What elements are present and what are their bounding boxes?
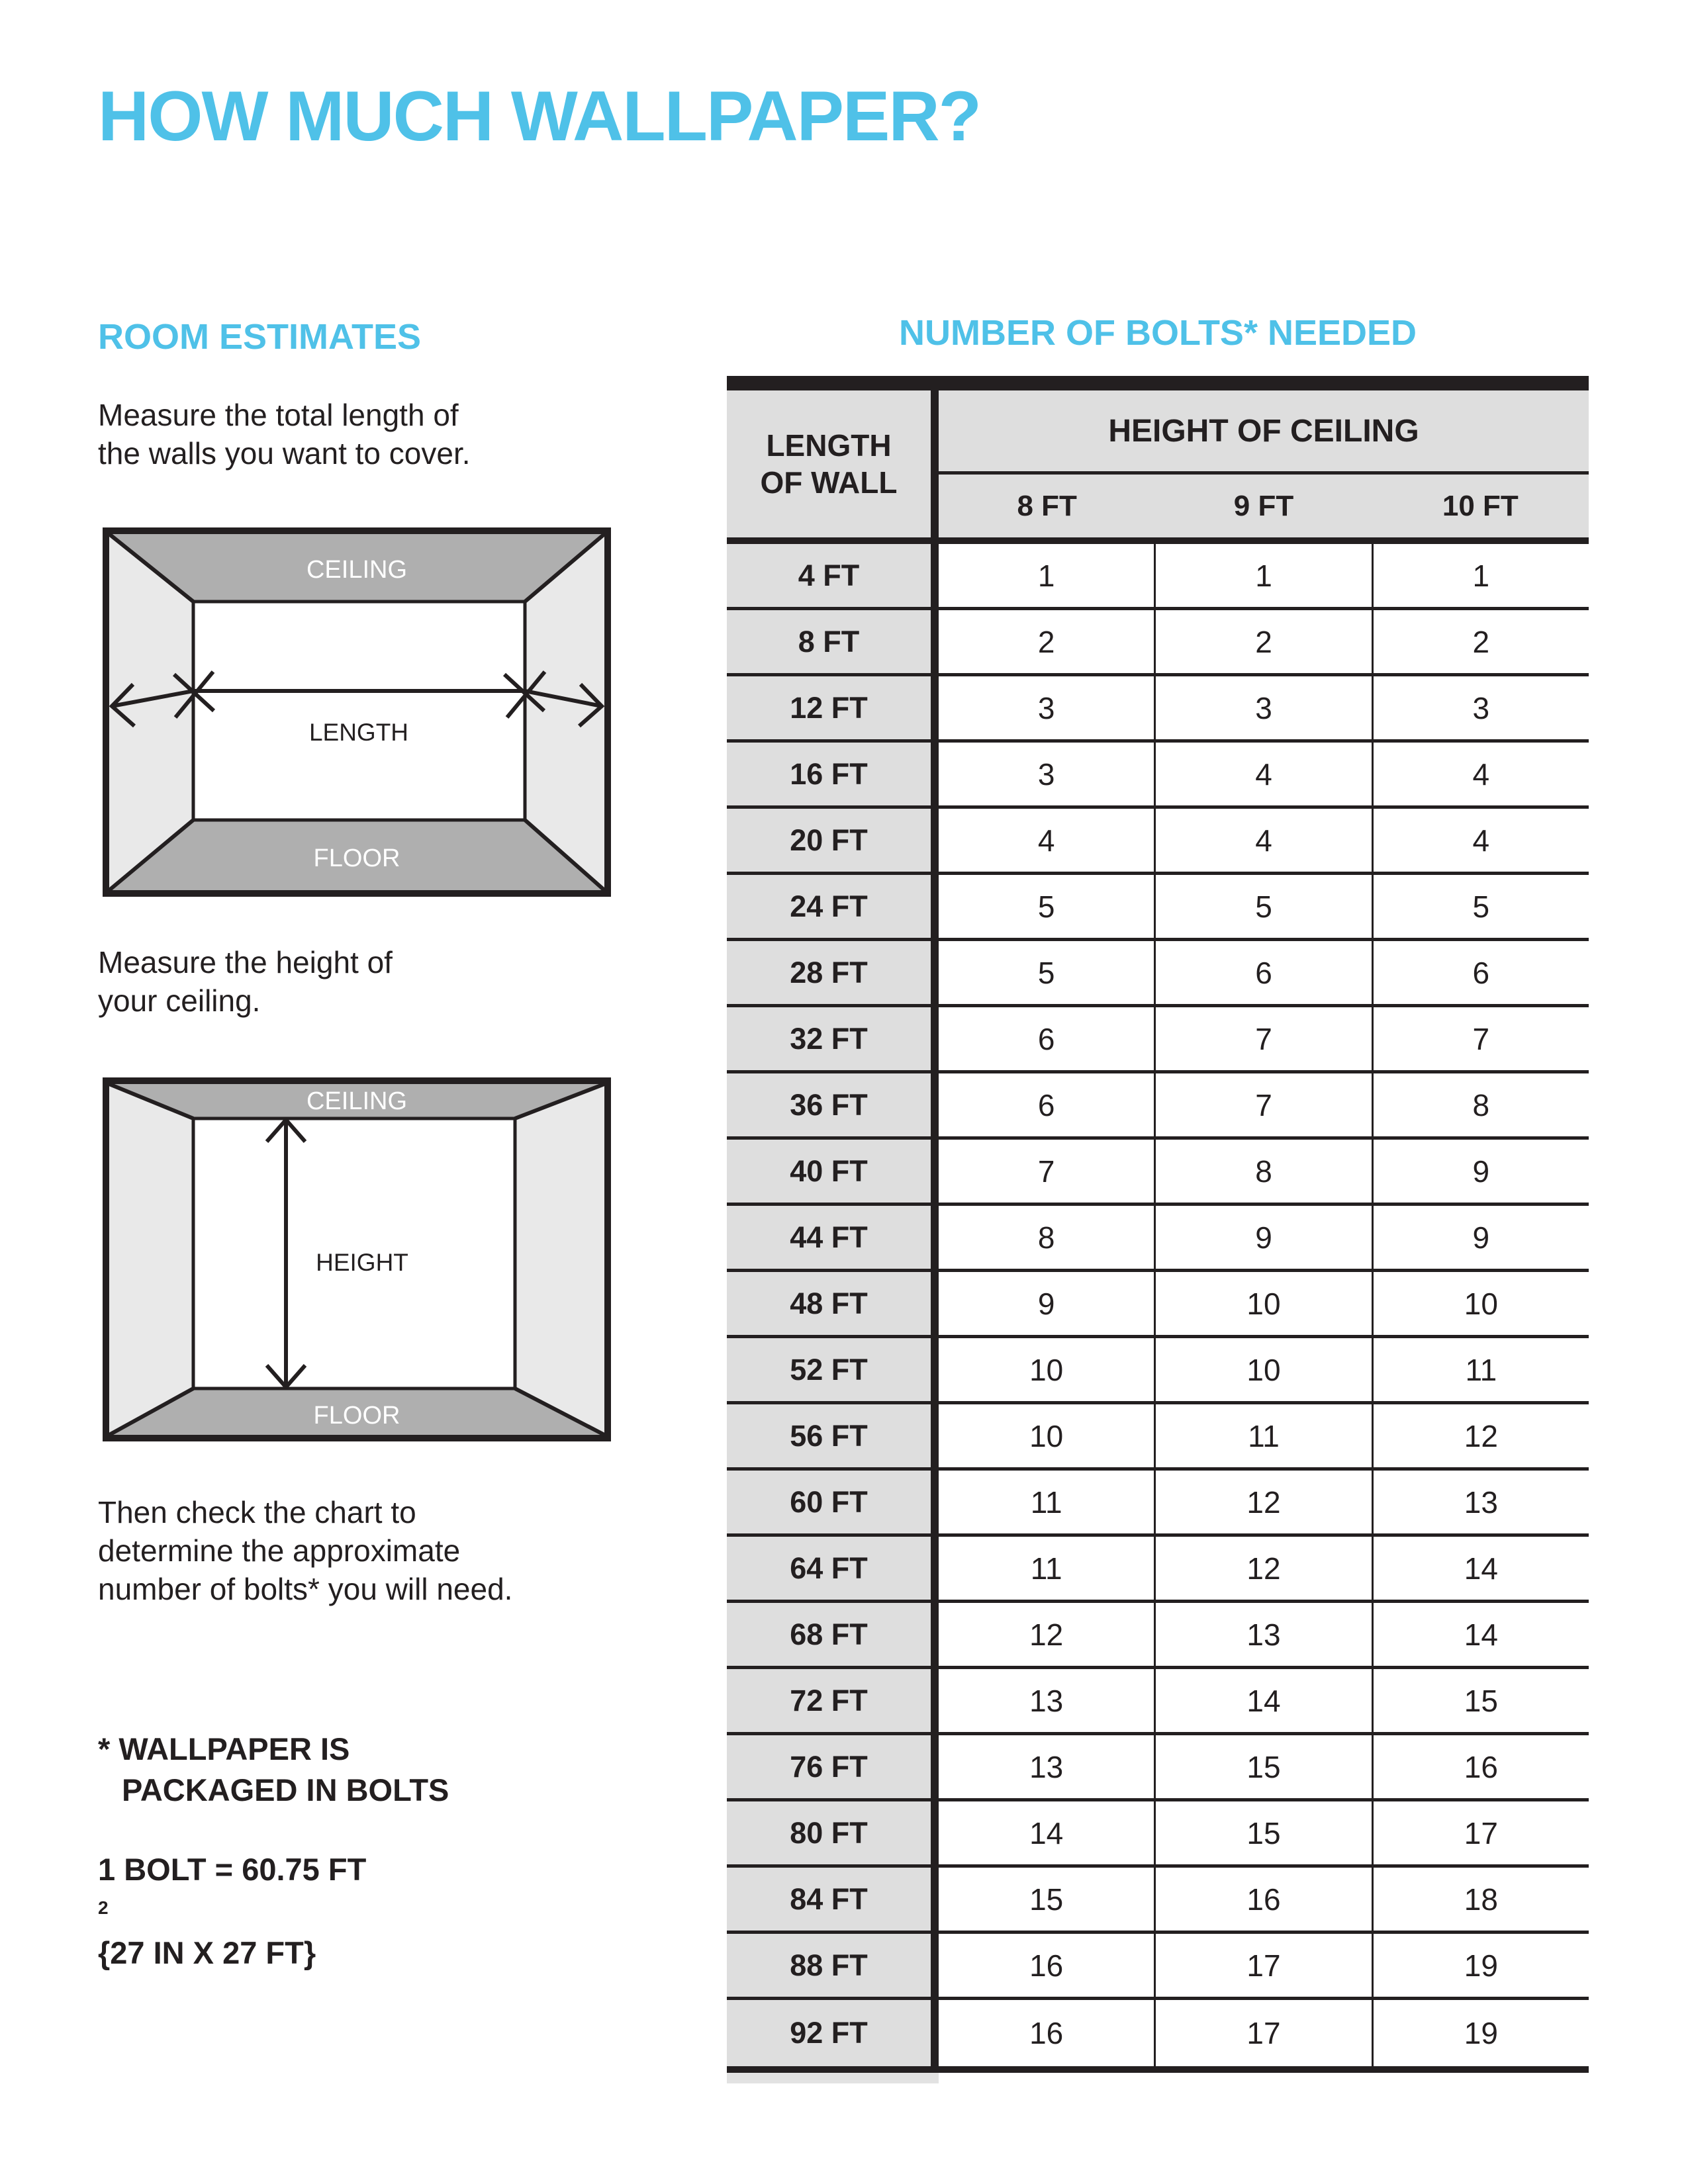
bolt-count-cell: 9	[1372, 1206, 1589, 1269]
table-row	[727, 1669, 1589, 1735]
bolt-count-cell: 3	[1372, 676, 1589, 739]
bolt-formula	[98, 1850, 366, 1934]
instruction-line: Measure the height of	[98, 945, 393, 979]
bolt-count-cell: 11	[1372, 1338, 1589, 1401]
bolt-count-cell: 4	[1372, 743, 1589, 805]
row-label: 36 FT	[727, 1073, 939, 1136]
bolt-size-definition	[98, 1850, 366, 1972]
bolt-count-cell: 8	[1372, 1073, 1589, 1136]
bolt-count-cell: 7	[939, 1140, 1154, 1203]
table-row	[727, 1073, 1589, 1140]
row-label: 84 FT	[727, 1868, 939, 1931]
right-wall-surface	[515, 1084, 604, 1435]
bolt-count-cell: 6	[939, 1073, 1154, 1136]
instruction-line: determine the approximate	[98, 1533, 461, 1568]
table-header	[727, 390, 1589, 544]
row-label: 52 FT	[727, 1338, 939, 1401]
bolt-count-cell: 19	[1372, 1934, 1589, 1997]
bolt-count-cell: 16	[939, 2000, 1154, 2066]
ceiling-label: CEILING	[306, 556, 408, 584]
row-label: 4 FT	[727, 544, 939, 607]
bolt-count-cell: 7	[1372, 1007, 1589, 1070]
bolt-count-cell: 7	[1154, 1007, 1371, 1070]
row-label: 64 FT	[727, 1537, 939, 1600]
bolt-count-cell: 5	[1154, 875, 1371, 938]
table-row	[727, 1404, 1589, 1471]
bolt-count-cell: 12	[939, 1603, 1154, 1666]
table-bottom-tab	[727, 2073, 939, 2083]
floor-label: FLOOR	[313, 1402, 400, 1430]
row-label: 60 FT	[727, 1471, 939, 1533]
instruction-line: your ceiling.	[98, 983, 261, 1018]
bolt-count-cell: 4	[1154, 743, 1371, 805]
bolt-count-cell: 12	[1372, 1404, 1589, 1467]
bolt-count-cell: 1	[1154, 544, 1371, 607]
row-label: 56 FT	[727, 1404, 939, 1467]
bolt-count-cell: 1	[1372, 544, 1589, 607]
bolt-count-cell: 16	[1372, 1735, 1589, 1798]
bolt-count-cell: 10	[1372, 1272, 1589, 1335]
bolt-count-cell: 8	[939, 1206, 1154, 1269]
row-label: 24 FT	[727, 875, 939, 938]
row-label: 92 FT	[727, 2000, 939, 2066]
row-label: 68 FT	[727, 1603, 939, 1666]
instruction-line: the walls you want to cover.	[98, 436, 471, 471]
height-of-ceiling-header: HEIGHT OF CEILING	[939, 390, 1589, 475]
bolts-table	[727, 376, 1589, 2083]
bolt-count-cell: 10	[1154, 1338, 1371, 1401]
table-row	[727, 1801, 1589, 1868]
column-header-8ft: 8 FT	[1017, 489, 1077, 522]
column-headers	[939, 475, 1589, 537]
row-label: 8 FT	[727, 610, 939, 673]
back-wall-surface	[193, 602, 525, 820]
bolt-count-cell: 15	[1154, 1735, 1371, 1798]
instruction-line: Measure the total length of	[98, 398, 459, 432]
table-row	[727, 941, 1589, 1007]
bolt-count-cell: 13	[1154, 1603, 1371, 1666]
row-label: 72 FT	[727, 1669, 939, 1732]
bolt-count-cell: 11	[939, 1537, 1154, 1600]
bolt-count-cell: 2	[1154, 610, 1371, 673]
header-line: OF WALL	[760, 465, 898, 500]
row-label: 20 FT	[727, 809, 939, 872]
bolt-count-cell: 17	[1154, 1934, 1371, 1997]
table-row	[727, 809, 1589, 875]
table-bottom-bar	[727, 2066, 1589, 2073]
bolt-count-cell: 2	[939, 610, 1154, 673]
table-row	[727, 1140, 1589, 1206]
table-top-bar	[727, 376, 1589, 390]
row-label: 76 FT	[727, 1735, 939, 1798]
table-row	[727, 743, 1589, 809]
instruction-line: number of bolts* you will need.	[98, 1572, 513, 1606]
bolt-count-cell: 10	[939, 1338, 1154, 1401]
table-row	[727, 1934, 1589, 2000]
instruction-measure-length	[98, 396, 471, 473]
bolt-count-cell: 8	[1154, 1140, 1371, 1203]
bolt-count-cell: 17	[1372, 1801, 1589, 1864]
bolt-count-cell: 7	[1154, 1073, 1371, 1136]
instruction-measure-height	[98, 943, 393, 1020]
table-row	[727, 544, 1589, 610]
footnote-line: PACKAGED IN BOLTS	[122, 1772, 449, 1807]
table-row	[727, 875, 1589, 941]
table-row	[727, 1338, 1589, 1404]
bolt-count-cell: 4	[1154, 809, 1371, 872]
table-row	[727, 610, 1589, 676]
bolt-count-cell: 16	[939, 1934, 1154, 1997]
table-row	[727, 1471, 1589, 1537]
table-heading: NUMBER OF BOLTS* NEEDED	[898, 313, 1417, 353]
bolt-count-cell: 10	[939, 1404, 1154, 1467]
bolt-count-cell: 3	[939, 743, 1154, 805]
bolt-count-cell: 12	[1154, 1537, 1371, 1600]
bolt-count-cell: 5	[1372, 875, 1589, 938]
room-length-diagram	[103, 527, 611, 897]
bolt-dimensions: {27 IN X 27 FT}	[98, 1934, 316, 1970]
height-measure-label: HEIGHT	[316, 1249, 408, 1276]
footnote-line: * WALLPAPER IS	[98, 1731, 350, 1766]
page-title: HOW MUCH WALLPAPER?	[98, 76, 981, 156]
row-label: 80 FT	[727, 1801, 939, 1864]
bolt-count-cell: 13	[1372, 1471, 1589, 1533]
bolt-count-cell: 6	[939, 1007, 1154, 1070]
bolt-count-cell: 14	[1372, 1603, 1589, 1666]
instruction-check-chart	[98, 1493, 512, 1608]
bolt-count-cell: 11	[939, 1471, 1154, 1533]
bolt-count-cell: 15	[1372, 1669, 1589, 1732]
bolt-formula-exponent: 2	[98, 1897, 109, 1918]
row-label: 16 FT	[727, 743, 939, 805]
table-row	[727, 1735, 1589, 1801]
column-header-9ft: 9 FT	[1233, 489, 1294, 522]
table-row	[727, 676, 1589, 743]
bolt-count-cell: 3	[939, 676, 1154, 739]
table-row	[727, 1537, 1589, 1603]
section-heading-room-estimates: ROOM ESTIMATES	[98, 317, 422, 357]
bolt-count-cell: 9	[1372, 1140, 1589, 1203]
floor-label: FLOOR	[313, 844, 400, 872]
length-of-wall-header	[727, 390, 939, 537]
row-label: 48 FT	[727, 1272, 939, 1335]
row-label: 40 FT	[727, 1140, 939, 1203]
table-row	[727, 1206, 1589, 1272]
row-label: 44 FT	[727, 1206, 939, 1269]
bolt-count-cell: 15	[1154, 1801, 1371, 1864]
row-label: 32 FT	[727, 1007, 939, 1070]
bolt-count-cell: 13	[939, 1669, 1154, 1732]
column-header-10ft: 10 FT	[1442, 489, 1519, 522]
table-row	[727, 1007, 1589, 1073]
ceiling-label: CEILING	[306, 1087, 408, 1115]
bolt-count-cell: 14	[1154, 1669, 1371, 1732]
bolt-count-cell: 2	[1372, 610, 1589, 673]
bolts-footnote	[98, 1729, 449, 1811]
bolt-count-cell: 4	[939, 809, 1154, 872]
row-label: 88 FT	[727, 1934, 939, 1997]
bolt-count-cell: 3	[1154, 676, 1371, 739]
row-label: 28 FT	[727, 941, 939, 1004]
table-row	[727, 1272, 1589, 1338]
bolt-count-cell: 16	[1154, 1868, 1371, 1931]
bolt-formula-text: 1 BOLT = 60.75 FT	[98, 1852, 367, 1887]
bolt-count-cell: 14	[1372, 1537, 1589, 1600]
bolt-count-cell: 19	[1372, 2000, 1589, 2066]
length-measure-label: LENGTH	[308, 719, 409, 746]
bolt-count-cell: 15	[939, 1868, 1154, 1931]
bolt-count-cell: 9	[1154, 1206, 1371, 1269]
bolt-count-cell: 4	[1372, 809, 1589, 872]
bolt-count-cell: 11	[1154, 1404, 1371, 1467]
bolt-count-cell: 13	[939, 1735, 1154, 1798]
bolt-count-cell: 5	[939, 941, 1154, 1004]
bolt-count-cell: 9	[939, 1272, 1154, 1335]
bolt-count-cell: 6	[1154, 941, 1371, 1004]
table-row	[727, 2000, 1589, 2066]
bolt-count-cell: 1	[939, 544, 1154, 607]
ceiling-height-header-group	[939, 390, 1589, 537]
header-line: LENGTH	[766, 428, 892, 463]
instruction-line: Then check the chart to	[98, 1495, 416, 1529]
bolt-count-cell: 12	[1154, 1471, 1371, 1533]
left-wall-surface	[109, 1084, 193, 1435]
table-body	[727, 544, 1589, 2066]
bolt-count-cell: 14	[939, 1801, 1154, 1864]
room-height-diagram	[103, 1077, 611, 1441]
bolt-count-cell: 6	[1372, 941, 1589, 1004]
bolt-count-cell: 18	[1372, 1868, 1589, 1931]
bolt-count-cell: 10	[1154, 1272, 1371, 1335]
bolt-count-cell: 5	[939, 875, 1154, 938]
row-label: 12 FT	[727, 676, 939, 739]
table-row	[727, 1868, 1589, 1934]
table-row	[727, 1603, 1589, 1669]
bolt-count-cell: 17	[1154, 2000, 1371, 2066]
